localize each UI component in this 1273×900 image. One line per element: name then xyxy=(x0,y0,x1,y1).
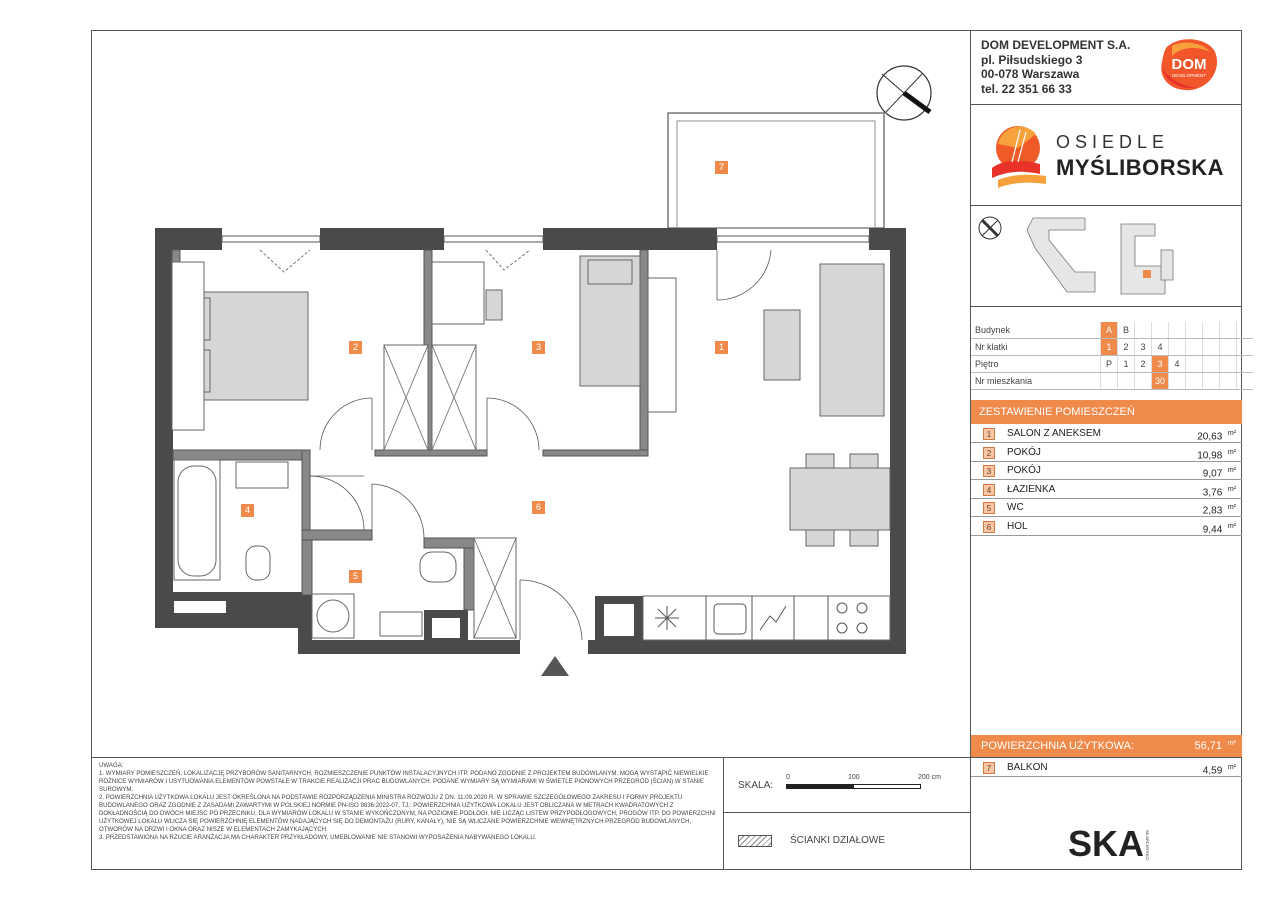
building-info-cell: 4 xyxy=(1152,339,1169,356)
room-number: 1 xyxy=(983,428,995,440)
company-address xyxy=(981,38,1130,96)
keyplan-divider xyxy=(970,306,1242,307)
room-area-unit: m² xyxy=(1227,448,1236,456)
building-info-cell xyxy=(1152,322,1169,339)
plan-label-hall: 6 xyxy=(532,501,545,514)
room-area-unit: m² xyxy=(1227,522,1236,530)
building-info-label: Budynek xyxy=(971,322,1101,339)
room-row xyxy=(971,518,1242,536)
partition-wall-legend-text: ŚCIANKI DZIAŁOWE xyxy=(790,835,886,846)
building-info-cell xyxy=(1203,356,1220,373)
room-number: 3 xyxy=(983,465,995,477)
company-divider xyxy=(970,104,1242,105)
balcony-area-value: 4,59 xyxy=(1202,765,1223,777)
estate-logo-icon xyxy=(988,122,1054,190)
note-item-3: 3. PRZEDSTAWIONA NA RZUCIE ARANŻACJA MA CHARAKTER PRZYKŁADOWY, UMEBLOWANIE NIE STANOWI WYPOSAŻENIA NABYWANEGO LOKALU. xyxy=(99,834,537,841)
room-row xyxy=(971,462,1242,480)
building-info-cell xyxy=(1237,373,1254,390)
bottom-divider xyxy=(91,757,1242,758)
plan-label-room-3: 3 xyxy=(532,341,545,354)
company-city: 00-078 Warszawa xyxy=(981,67,1080,81)
building-info-cell: B xyxy=(1118,322,1135,339)
scale-label: SKALA: xyxy=(738,780,774,791)
room-area-value: 2,83 xyxy=(1202,505,1223,517)
scale-tick-0: 0 xyxy=(786,774,790,781)
room-row xyxy=(971,481,1242,499)
room-area-unit: m² xyxy=(1227,504,1236,511)
building-info-cell: 3 xyxy=(1135,339,1152,356)
partition-wall-legend-swatch xyxy=(738,835,772,847)
building-info-cell xyxy=(1237,322,1254,339)
scale-tick-100: 100 xyxy=(848,774,860,781)
note-item-1: 1. WYMIARY POMIESZCZEŃ, LOKALIZACJĘ PRZYBORÓW SANITARNYCH, ROZMIESZCZENIE PUNKTÓW INSTALACYJNYCH ITP. PODANO ZGODNIE Z PROJEKTEM BUDOWLANYM. MOGĄ WYSTĄPIĆ NIEWIELKIE RÓŻNICE WYMIARÓW I USYTUOWANIA ELEMENTÓW POWSTAŁE W TRAKCIE REALIZACJI PRAC BUDOWLANYCH. PODANE WYMIARY SĄ WYMIARAMI W ŚWIETLE PIONOWYCH PRZEGRÓD (ŚCIAN) W STANIE SUROWYM. xyxy=(99,770,709,793)
notes-block xyxy=(99,762,719,842)
balcony-area-unit: m² xyxy=(1227,764,1236,771)
total-area-unit: m² xyxy=(1227,740,1236,747)
key-plan-compass-icon xyxy=(979,217,1001,239)
building-info-cell: 2 xyxy=(1135,356,1152,373)
building-info-cell xyxy=(1203,322,1220,339)
room-name: POKÓJ xyxy=(1007,446,1041,458)
room-name: SALON Z ANEKSEM xyxy=(1007,428,1101,439)
building-info-cell: P xyxy=(1101,356,1118,373)
dom-development-logo xyxy=(1158,38,1220,92)
building-info-cell xyxy=(1118,373,1135,390)
total-area-row xyxy=(971,735,1242,757)
room-area-value: 10,98 xyxy=(1197,449,1223,461)
notes-title: UWAGA: xyxy=(99,762,124,769)
company-phone: tel. 22 351 66 33 xyxy=(981,81,1072,96)
room-number: 5 xyxy=(983,502,995,514)
room-number: 6 xyxy=(983,521,995,533)
ska-logo-text: SKA xyxy=(1068,823,1145,864)
rooms-section-title: ZESTAWIENIE POMIESZCZEŃ xyxy=(971,400,1242,424)
building-info-cell xyxy=(1220,373,1237,390)
estate-name-top: OSIEDLE xyxy=(1056,132,1170,152)
building-info-cell xyxy=(1237,339,1254,356)
room-area xyxy=(1203,518,1236,539)
company-name: DOM DEVELOPMENT S.A. xyxy=(981,38,1131,52)
building-info-cell xyxy=(1135,322,1152,339)
company-street: pl. Piłsudskiego 3 xyxy=(981,52,1083,67)
building-info-row xyxy=(971,339,1253,356)
room-row xyxy=(971,425,1242,443)
building-info-cell: 30 xyxy=(1152,373,1169,390)
total-area-label: POWIERZCHNIA UŻYTKOWA: xyxy=(981,740,1134,752)
ska-logo-sub: SK ARCHITEKCI xyxy=(1145,830,1150,861)
building-info-cell xyxy=(1135,373,1152,390)
furniture xyxy=(172,256,890,640)
building-info-row xyxy=(971,356,1253,373)
building-info-cell: 2 xyxy=(1118,339,1135,356)
room-name: WC xyxy=(1007,502,1024,513)
plan-label-bathroom: 4 xyxy=(241,504,254,517)
room-row xyxy=(971,444,1242,462)
building-info-cell xyxy=(1169,339,1186,356)
building-info-cell: 1 xyxy=(1101,339,1118,356)
room-area-unit: m² xyxy=(1227,467,1236,474)
building-info-cell xyxy=(1220,339,1237,356)
building-info-cell: 3 xyxy=(1152,356,1169,373)
balcony-name: BALKON xyxy=(1007,762,1048,773)
entrance-arrow-icon xyxy=(541,656,569,676)
scale-tick-200: 200 cm xyxy=(918,774,941,781)
building-info-cell xyxy=(1237,356,1254,373)
building-info-cell xyxy=(1169,322,1186,339)
building-info-row xyxy=(971,373,1253,390)
building-info-cell xyxy=(1203,373,1220,390)
plan-label-room-2: 2 xyxy=(349,341,362,354)
building-info-label: Piętro xyxy=(971,356,1101,373)
notes-divider xyxy=(723,757,724,870)
building-info-cell xyxy=(1186,322,1203,339)
room-name: ŁAZIENKA xyxy=(1007,483,1056,495)
room-name: POKÓJ xyxy=(1007,465,1041,476)
room-row xyxy=(971,499,1242,517)
building-info-cell xyxy=(1220,322,1237,339)
room-area-unit: m² xyxy=(1227,485,1236,493)
building-info-cell xyxy=(1186,356,1203,373)
note-item-2: 2. POWIERZCHNIA UŻYTKOWA LOKALU JEST OKREŚLONA NA PODSTAWIE ROZPORZĄDZENIA MINISTRA ROZWOJU Z DN. 11.09.2020 R. W SPRAWIE SZCZEGÓŁOWEGO ZAKRESU I FORMY PROJEKTU BUDOWLANEGO ORAZ ZGODNIE Z ZASADAMI ZAWARTYMI W POLSKIEJ NORMIE PN-ISO 9836:2022-07, TJ.: POWIERZCHNIA UŻYTKOWA LOKALU JEST OBLICZANA W METRACH KWADRATOWYCH Z DOKŁADNOŚCIĄ DO DWÓCH MIEJSC PO PRZECINKU, DLA WYMIARÓW LOKALU W STANIE WYKOŃCZONYM, NA POZIOMIE PODŁOGI, NIE LICZĄC LISTEW PRZYPODŁOGOWYCH, PROGÓW ITP. DO POWIERZCHNI UŻYTKOWEJ LOKALU WLICZA SIĘ POWIERZCHNIĘ ELEMENTÓW NADAJĄCYCH SIĘ DO DEMONTAŻU (RURY, KANAŁY), NIE SĄ WLICZANE POWIERZCHNIE WEWNĘTRZNYCH PRZEGRÓD BUDOWLANYCH, OTWORÓW NA DRZWI I OKNA ORAZ NISZE W ELEMENTACH ZAMYKAJĄCYCH. xyxy=(99,794,716,833)
balcony-outline xyxy=(668,113,884,228)
floor-plan xyxy=(150,60,940,680)
svg-text:DOM: DOM xyxy=(1171,56,1207,73)
balcony-area xyxy=(1203,759,1236,780)
key-plan xyxy=(975,210,1240,302)
svg-text:DEVELOPMENT: DEVELOPMENT xyxy=(1171,73,1207,78)
building-info-cell: A xyxy=(1101,322,1118,339)
room-area-value: 9,07 xyxy=(1202,468,1223,480)
estate-name-bottom: MYŚLIBORSKA xyxy=(1056,155,1225,180)
balcony-row xyxy=(971,759,1242,777)
room-number: 4 xyxy=(983,484,995,496)
north-compass-icon xyxy=(877,66,931,120)
plan-label-wc: 5 xyxy=(349,570,362,583)
building-info-table xyxy=(971,322,1253,390)
building-info-label: Nr mieszkania xyxy=(971,373,1101,390)
building-info-cell xyxy=(1203,339,1220,356)
building-info-cell xyxy=(1101,373,1118,390)
room-area-unit: m² xyxy=(1227,430,1236,437)
building-info-label: Nr klatki xyxy=(971,339,1101,356)
room-area-value: 20,63 xyxy=(1197,431,1223,443)
building-info-cell xyxy=(1186,339,1203,356)
building-info-row xyxy=(971,322,1253,339)
total-area-value: 56,71 xyxy=(1194,740,1222,752)
room-name: HOL xyxy=(1007,520,1028,532)
estate-divider xyxy=(970,205,1242,206)
plan-label-living: 1 xyxy=(715,341,728,354)
room-area-value: 3,76 xyxy=(1202,486,1223,498)
plan-label-balcony: 7 xyxy=(715,161,728,174)
building-info-cell: 1 xyxy=(1118,356,1135,373)
room-area-value: 9,44 xyxy=(1202,523,1223,535)
balcony-number: 7 xyxy=(983,762,995,774)
building-info-cell xyxy=(1186,373,1203,390)
room-number: 2 xyxy=(983,447,995,459)
ska-architect-logo xyxy=(1066,820,1152,866)
scale-divider xyxy=(723,812,970,813)
building-info-cell xyxy=(1220,356,1237,373)
scale-bar xyxy=(786,784,921,789)
building-info-cell xyxy=(1169,373,1186,390)
building-info-cell: 4 xyxy=(1169,356,1186,373)
